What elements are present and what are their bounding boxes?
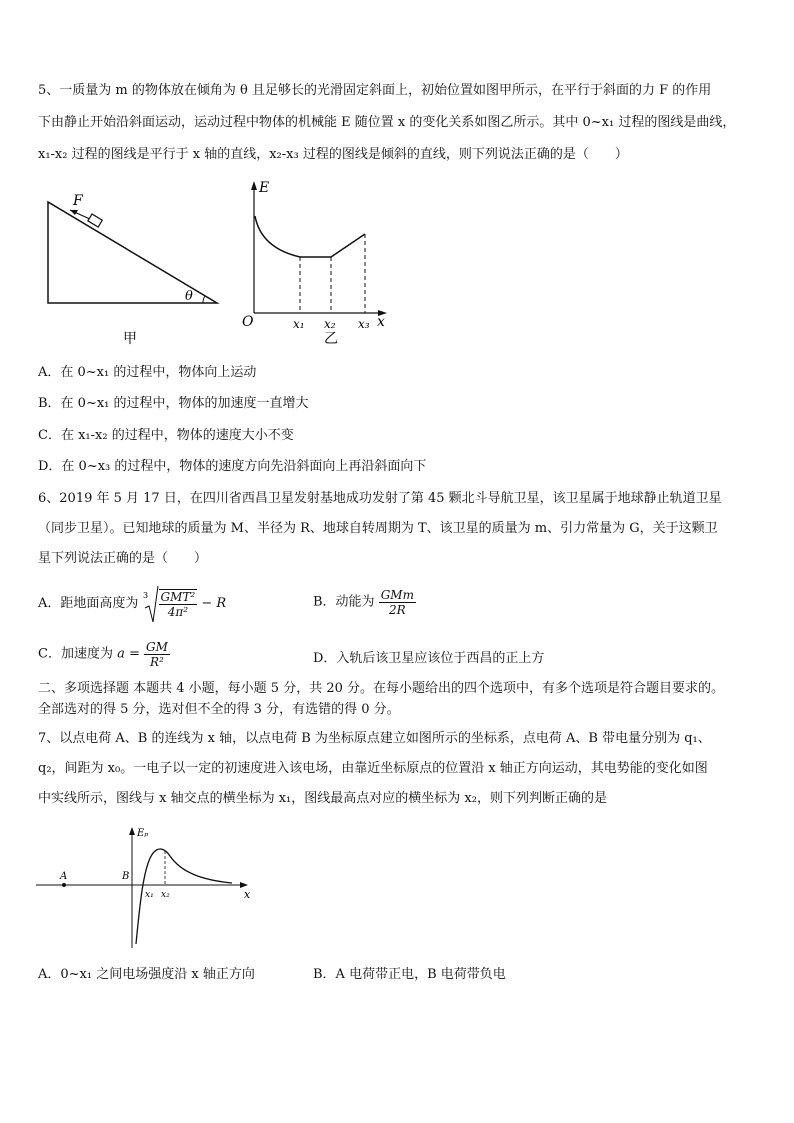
q6-line-1: 6、2019 年 5 月 17 日，在四川省西昌卫星发射基地成功发射了第 45 颗北斗导航卫星，该卫星属于地球静止轨道卫星 (38, 491, 722, 506)
q5-option-c: C．在 x₁-x₂ 的过程中，物体的速度大小不变 (38, 428, 294, 443)
q6-option-b-denominator: 2R (389, 603, 406, 617)
q5-line-2: 下由静止开始沿斜面运动，运动过程中物体的机械能 E 随位置 x 的变化关系如图乙所示。其中 0~x₁ 过程的图线是曲线， (38, 115, 736, 130)
q7-line-2: q₂，间距为 x₀。一电子以一定的初速度进入该电场，由靠近坐标原点的位置沿 x 轴正方向运动，其电势能的变化如图 (38, 761, 708, 776)
q7-line-1: 7、以点电荷 A、B 的连线为 x 轴，以点电荷 B 为坐标原点建立如图所示的坐标系，点电荷 A、B 带电量分别为 q₁、 (38, 731, 711, 746)
q5-option-d: D．在 0~x₃ 的过程中，物体的速度方向先沿斜面向上再沿斜面向下 (38, 459, 427, 474)
q6-option-b-fraction (379, 588, 416, 617)
fig-jia-caption: 甲 (123, 331, 137, 347)
q6-option-a-suffix: − R (201, 596, 227, 611)
q6-option-c-prefix: C．加速度为 (38, 646, 113, 662)
q6-option-a-prefix: A．距地面高度为 (38, 596, 139, 611)
y-axis-label: Eₚ (137, 828, 149, 839)
q6-option-b-prefix: B．动能为 (313, 594, 375, 610)
q6-option-c-numerator: GM (146, 640, 168, 654)
q6-option-c-fraction (144, 640, 170, 669)
cube-root (143, 584, 198, 624)
section2-line-2: 全部选对的得 5 分，选对但不全的得 3 分，有选错的得 0 分。 (38, 702, 400, 717)
q6-option-b (313, 588, 416, 617)
svg-text:3: 3 (142, 591, 148, 600)
q5-option-a: A．在 0~x₁ 的过程中，物体向上运动 (38, 365, 257, 380)
origin-label: O (242, 314, 254, 330)
q7-option-a: A．0~x₁ 之间电场强度沿 x 轴正方向 (38, 967, 255, 982)
incline-figure (40, 190, 225, 350)
x-axis-label: x (377, 314, 385, 330)
q7-option-b: B．A 电荷带正电，B 电荷带负电 (313, 967, 506, 982)
q6-option-b-numerator: GMm (380, 588, 414, 602)
q5-line-3: x₁-x₂ 过程的图线是平行于 x 轴的直线，x₂-x₃ 过程的图线是倾斜的直线，则下列说法正确的是（ ） (38, 147, 628, 162)
q7-line-3: 中实线所示，图线与 x 轴交点的横坐标为 x₁，图线最高点对应的横坐标为 x₂，则下列判断正确的是 (38, 791, 607, 806)
point-a (62, 883, 66, 887)
force-label: F (73, 193, 83, 209)
q6-option-a (38, 584, 226, 624)
q5-line-1: 5、一质量为 m 的物体放在倾角为 θ 且足够长的光滑固定斜面上，初始位置如图甲所示，在平行于斜面的力 F 的作用 (38, 83, 712, 98)
q6-option-a-denominator: 4π² (167, 605, 189, 619)
point-b-label: B (122, 871, 130, 882)
q6-option-a-numerator: GMT² (160, 590, 196, 604)
section2-line-1: 二、多项选择题 本题共 4 小题，每小题 5 分，共 20 分。在每小题给出的四个选项中，有多个选项是符合题目要求的。 (38, 681, 725, 696)
q6-line-3: 星下列说法正确的是（ ） (38, 551, 208, 566)
q6-option-a-fraction (159, 589, 198, 619)
q6-line-2: （同步卫星）。已知地球的质量为 M、半径为 R、地球自转周期为 T、该卫星的质量为 m、引力常量为 G，关于这颗卫 (38, 521, 718, 536)
tick-x2: x₂ (324, 317, 336, 331)
point-a-label: A (60, 871, 68, 882)
block (88, 214, 102, 227)
energy-curve (255, 216, 365, 257)
y-axis-label: E (259, 180, 270, 196)
radical-sign (143, 584, 159, 624)
potential-energy-graph (36, 822, 256, 952)
q6-option-d: D．入轨后该卫星应该位于西昌的正上方 (313, 651, 545, 666)
fig-yi-caption: 乙 (324, 331, 338, 347)
tick-x2: x₂ (161, 890, 170, 900)
tick-x3: x₃ (358, 317, 370, 331)
tick-x1: x₁ (293, 317, 305, 331)
energy-position-graph (236, 178, 396, 348)
q5-option-b: B．在 0~x₁ 的过程中，物体的加速度一直增大 (38, 396, 309, 411)
x-axis-label: x (244, 888, 251, 901)
tick-x1: x₁ (145, 890, 154, 900)
q6-option-c (38, 640, 170, 669)
q6-option-c-denominator: R² (150, 655, 164, 669)
angle-label: θ (185, 289, 193, 304)
q6-option-c-eq: a = (117, 646, 140, 662)
